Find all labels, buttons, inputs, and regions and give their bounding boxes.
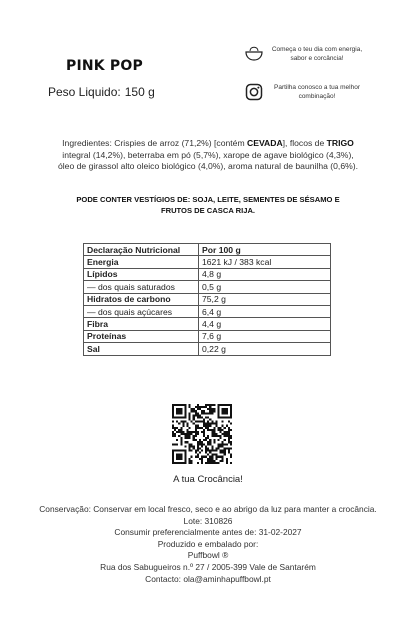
qr-code[interactable] (172, 404, 232, 464)
nutrient-value: 4,8 g (199, 268, 331, 280)
nutrient-value: 75,2 g (199, 293, 331, 305)
ingredients-part: Ingredientes: Crispies de arroz (71,2%) [contém (62, 138, 248, 148)
nutrient-value: 0,22 g (199, 343, 331, 355)
nutrient-label: Lípidos (84, 268, 199, 280)
nutrition-header-value: Por 100 g (199, 244, 331, 256)
nutrient-label: Hidratos de carbono (84, 293, 199, 305)
energy-tagline (244, 44, 368, 64)
nutrition-header-row (84, 244, 331, 256)
allergen-warning: PODE CONTER VESTÍGIOS DE: SOJA, LEITE, SEMENTES DE SÉSAMO E FRUTOS DE CASCA RIJA. (76, 195, 340, 215)
table-row (84, 318, 331, 330)
label-footer (0, 504, 416, 585)
nutrient-value: 6,4 g (199, 305, 331, 317)
table-row (84, 343, 331, 355)
nutrient-value: 0,5 g (199, 281, 331, 293)
nutrition-table (83, 243, 331, 356)
nutrient-value: 7,6 g (199, 330, 331, 342)
company-address: Rua dos Sabugueiros n.º 27 / 2005-399 Vale de Santarém (100, 561, 316, 572)
net-weight-label: Peso Liquido: (48, 85, 121, 99)
nutrient-label: Proteínas (84, 330, 199, 342)
ingredients-allergen: TRIGO (326, 138, 354, 148)
net-weight (48, 85, 155, 99)
contact-email: Contacto: ola@aminhapuffbowl.pt (145, 573, 271, 584)
conservation-text: Conservação: Conservar em local fresco, seco e ao abrigo da luz para manter a crocância. (39, 504, 377, 514)
table-row (84, 330, 331, 342)
share-tagline-text: Partilha conosco a tua melhor combinação! (274, 84, 360, 100)
table-row (84, 268, 331, 280)
nutrient-value: 4,4 g (199, 318, 331, 330)
nutrition-header-label: Declaração Nutricional (84, 244, 199, 256)
ingredients-allergen: CEVADA (247, 138, 283, 148)
share-tagline (244, 82, 368, 102)
nutrient-value: 1621 kJ / 383 kcal (199, 256, 331, 268)
nutrient-label: Energia (84, 256, 199, 268)
produced-by: Produzido e embalado por: (157, 538, 259, 549)
table-row (84, 281, 331, 293)
table-row (84, 305, 331, 317)
net-weight-value: 150 g (124, 85, 155, 99)
table-row (84, 293, 331, 305)
table-row (84, 256, 331, 268)
nutrient-label: Sal (84, 343, 199, 355)
instagram-icon (244, 82, 264, 102)
ingredients-part: ], flocos de (282, 138, 327, 148)
qr-caption: A tua Crocância! (173, 474, 243, 485)
ingredients-part: integral (14,2%), beterraba em pó (5,7%), xarope de agave biológico (4,3%), óleo de girassol alto oleico biológico (4,0%), aroma natural de baunilha (0,6%). (57, 149, 358, 172)
energy-tagline-text: Começa o teu dia com energia, sabor e corcância! (271, 46, 363, 62)
product-title: PINK POP (66, 58, 143, 74)
best-before-date: Consumir preferencialmente antes de: 31-02-2027 (114, 527, 302, 538)
bowl-icon (244, 44, 264, 64)
nutrient-label: — dos quais saturados (84, 281, 199, 293)
ingredients-text (56, 138, 360, 173)
nutrient-label: — dos quais açúcares (84, 305, 199, 317)
company-name: Puffbowl ® (187, 550, 229, 561)
lot-number: Lote: 310826 (183, 515, 233, 526)
nutrient-label: Fibra (84, 318, 199, 330)
